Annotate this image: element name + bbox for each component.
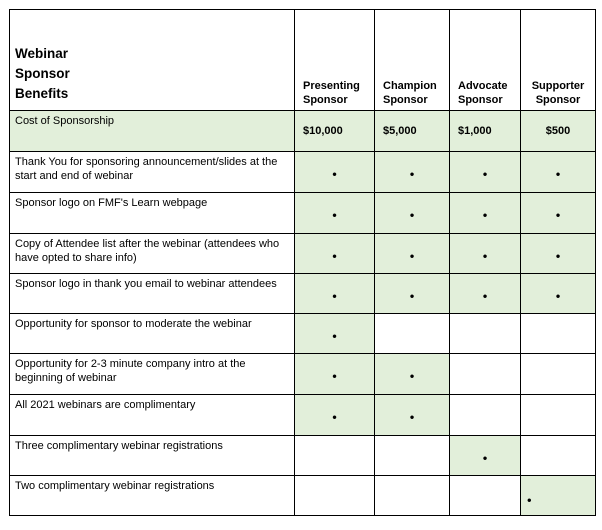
benefit-cell-advocate [450,152,521,193]
benefit-cell-champion [375,193,450,234]
benefit-cell-champion [375,314,450,354]
tier-header-champion [375,10,450,111]
benefit-cell-supporter [521,193,596,234]
benefit-cell-supporter [521,476,596,516]
included-bullet-icon: • [332,409,337,425]
tier-header-advocate [450,10,521,111]
benefit-label: Opportunity for sponsor to moderate the webinar [10,314,295,354]
header-row [10,10,596,111]
benefit-cell-advocate [450,274,521,314]
cost-champion: $5,000 [375,111,450,152]
included-bullet-icon: • [409,288,415,304]
table-title [10,10,295,111]
benefit-cell-advocate [450,354,521,395]
benefit-cell-champion [375,152,450,193]
title-line-1: Webinar [15,46,69,61]
benefit-cell-champion [375,476,450,516]
benefit-row [10,436,596,476]
benefit-cell-champion [375,354,450,395]
benefit-cell-supporter [521,436,596,476]
benefit-row [10,395,596,436]
included-bullet-icon: • [332,166,337,182]
benefit-cell-supporter [521,152,596,193]
benefit-cell-champion [375,395,450,436]
included-bullet-icon: • [409,207,415,223]
benefit-row [10,354,596,395]
title-line-3: Benefits [15,86,69,101]
included-bullet-icon: • [482,288,488,304]
benefit-cell-presenting [295,436,375,476]
benefit-row [10,476,596,516]
benefit-cell-advocate [450,234,521,274]
table-body [10,10,596,516]
tier-header-presenting [295,10,375,111]
benefit-cell-advocate [450,395,521,436]
benefit-cell-champion [375,436,450,476]
benefit-row [10,193,596,234]
benefit-cell-advocate [450,314,521,354]
included-bullet-icon: • [555,288,561,304]
benefit-cell-presenting [295,193,375,234]
benefit-row [10,314,596,354]
benefit-label: Two complimentary webinar registrations [10,476,295,516]
included-bullet-icon: • [482,248,488,264]
benefit-row [10,234,596,274]
cost-row [10,111,596,152]
tier-name-suffix: Sponsor [383,94,428,106]
cost-advocate: $1,000 [450,111,521,152]
included-bullet-icon: • [482,450,488,466]
included-bullet-icon: • [409,166,415,182]
included-bullet-icon: • [332,368,337,384]
benefit-cell-champion [375,234,450,274]
sponsor-benefits-table-wrapper [9,9,596,516]
benefit-row [10,274,596,314]
benefit-cell-supporter [521,234,596,274]
sponsor-benefits-table [9,9,596,516]
benefit-cell-presenting [295,234,375,274]
benefit-label: Opportunity for 2-3 minute company intro at the beginning of webinar [10,354,295,395]
benefit-cell-champion [375,274,450,314]
included-bullet-icon: • [332,207,337,223]
benefit-cell-presenting [295,476,375,516]
tier-header-supporter [521,10,596,111]
included-bullet-icon: • [555,248,561,264]
benefit-label: All 2021 webinars are complimentary [10,395,295,436]
benefit-cell-supporter [521,274,596,314]
benefit-cell-supporter [521,354,596,395]
benefit-label: Thank You for sponsoring announcement/slides at the start and end of webinar [10,152,295,193]
benefit-label: Sponsor logo on FMF's Learn webpage [10,193,295,234]
included-bullet-icon: • [332,248,337,264]
benefit-label: Three complimentary webinar registrations [10,436,295,476]
included-bullet-icon: • [555,207,561,223]
benefit-cell-advocate [450,476,521,516]
benefit-cell-advocate [450,193,521,234]
benefit-cell-presenting [295,395,375,436]
included-bullet-icon: • [409,368,415,384]
included-bullet-icon: • [332,328,337,344]
title-line-2: Sponsor [15,66,70,81]
benefit-cell-advocate [450,436,521,476]
benefit-label: Copy of Attendee list after the webinar (attendees who have opted to share info) [10,234,295,274]
benefit-row [10,152,596,193]
cost-presenting: $10,000 [295,111,375,152]
benefit-cell-supporter [521,395,596,436]
benefit-cell-presenting [295,152,375,193]
tier-name-suffix: Sponsor [458,94,503,106]
tier-name: Champion [383,80,437,92]
included-bullet-icon: • [482,166,488,182]
included-bullet-icon: • [527,492,532,508]
included-bullet-icon: • [555,166,561,182]
included-bullet-icon: • [482,207,488,223]
cost-supporter: $500 [521,111,596,152]
cost-label: Cost of Sponsorship [10,111,295,152]
included-bullet-icon: • [409,248,415,264]
benefit-cell-supporter [521,314,596,354]
tier-name: Advocate [458,80,508,92]
tier-name: Presenting [303,80,360,92]
included-bullet-icon: • [409,409,415,425]
tier-name-suffix: Sponsor [303,94,348,106]
benefit-cell-presenting [295,314,375,354]
benefit-label: Sponsor logo in thank you email to webinar attendees [10,274,295,314]
tier-name: Supporter [531,80,585,92]
benefit-cell-presenting [295,354,375,395]
benefit-cell-presenting [295,274,375,314]
tier-name-suffix: Sponsor [535,94,581,106]
included-bullet-icon: • [332,288,337,304]
